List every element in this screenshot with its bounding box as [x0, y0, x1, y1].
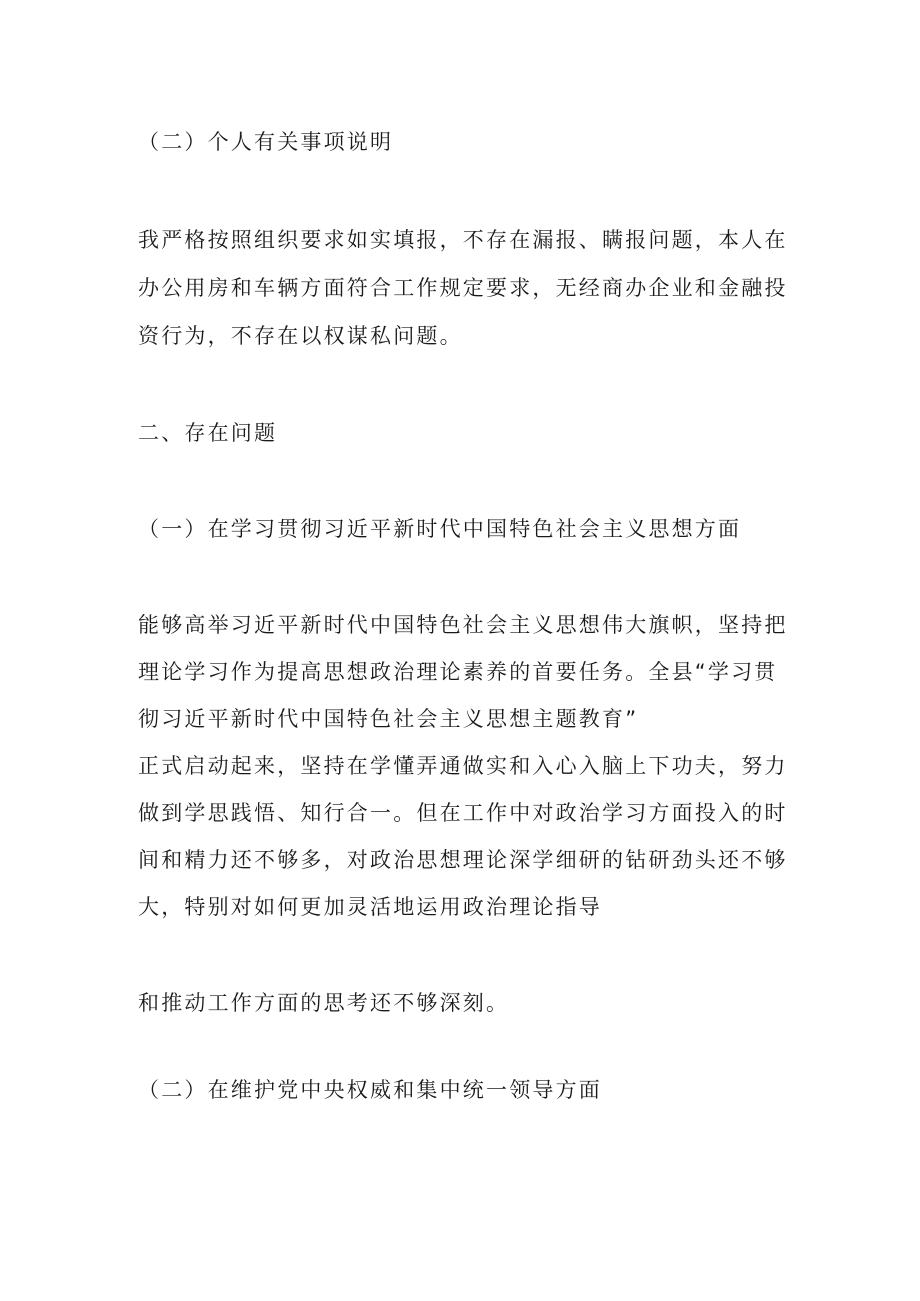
paragraph-line: 资行为，不存在以权谋私问题。: [138, 324, 463, 348]
paragraph-line: 大，特别对如何更加灵活地运用政治理论指导: [138, 895, 602, 919]
paragraph-line: 能够高举习近平新时代中国特色社会主义思想伟大旗帜，坚持把: [138, 613, 788, 637]
paragraph-line: 间和精力还不够多，对政治思想理论深学细研的钻研劲头还不够: [138, 848, 788, 872]
paragraph-line: 做到学思践悟、知行合一。但在工作中对政治学习方面投入的时: [138, 801, 788, 825]
paragraph-line: 我严格按照组织要求如实填报，不存在漏报、瞒报问题，本人在: [138, 228, 788, 252]
heading-personal-matters: （二）个人有关事项说明: [138, 130, 394, 154]
heading-existing-problems: 二、存在问题: [138, 421, 278, 445]
paragraph-line: 正式启动起来，坚持在学懂弄通做实和入心入脑上下功夫，努力: [138, 754, 788, 778]
paragraph-line: 理论学习作为提高思想政治理论素养的首要任务。全县“学习贯: [138, 660, 778, 684]
heading-central-authority: （二）在维护党中央权威和集中统一领导方面: [138, 1078, 602, 1102]
paragraph-line: 和推动工作方面的思考还不够深刻。: [138, 991, 510, 1015]
paragraph-line: 办公用房和车辆方面符合工作规定要求，无经商办企业和金融投: [138, 276, 788, 300]
paragraph-line: 彻习近平新时代中国特色社会主义思想主题教育”: [138, 707, 639, 731]
heading-study-thought: （一）在学习贯彻习近平新时代中国特色社会主义思想方面: [138, 517, 742, 541]
